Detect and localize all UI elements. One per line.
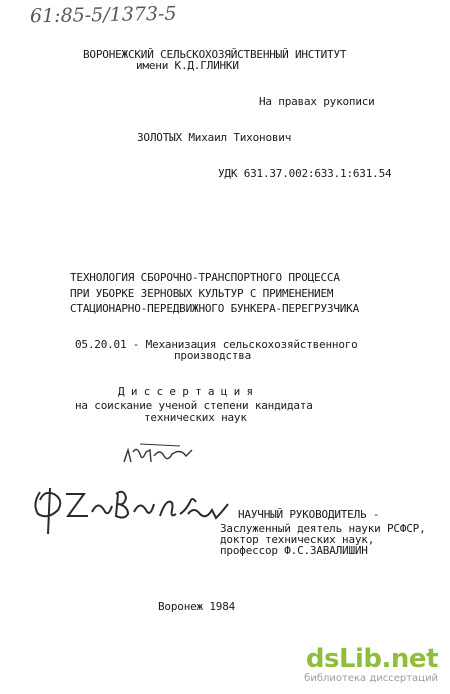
site-logo[interactable] [304,646,438,684]
archive-stamp: 61:85-5/1373-5 [29,2,177,28]
logo-brand-tld: .net [381,644,438,674]
dissertation-heading: Д и с с е р т а ц и я [118,385,253,398]
advisor-name: профессор Ф.С.ЗАВАЛИШИН [220,544,368,557]
author-name: ЗОЛОТЫХ Михаил Тихонович [137,131,292,144]
dissertation-field: технических наук [144,411,247,424]
advisor-title: Заслуженный деятель науки РСФСР, [220,522,426,535]
specialty-line-2: производства [174,349,252,362]
dissertation-degree: на соискание ученой степени кандидата [75,399,313,412]
title-line-1: ТЕХНОЛОГИЯ СБОРОЧНО-ТРАНСПОРТНОГО ПРОЦЕССА [70,271,340,284]
rights-note: На правах рукописи [259,95,375,108]
place-year: Воронеж 1984 [158,600,236,613]
advisor-heading: НАУЧНЫЙ РУКОВОДИТЕЛЬ - [238,508,380,521]
advisor-degree: доктор технических наук, [220,533,375,546]
specialty-line-1: 05.20.01 - Механизация сельскохозяйственного [75,338,358,351]
handwritten-signature [28,474,240,542]
logo-brand-main: dsLib [305,644,382,674]
logo-caption: библиотека диссертаций [304,673,438,684]
initials-signature [120,440,200,470]
institution-line-1: ВОРОНЕЖСКИЙ СЕЛЬСКОХОЗЯЙСТВЕННЫЙ ИНСТИТУТ [83,48,347,61]
udk-code: УДК 631.37.002:633.1:631.54 [218,167,392,180]
title-line-2: ПРИ УБОРКЕ ЗЕРНОВЫХ КУЛЬТУР С ПРИМЕНЕНИЕМ [70,287,334,300]
title-line-3: СТАЦИОНАРНО-ПЕРЕДВИЖНОГО БУНКЕРА-ПЕРЕГРУЗЧИКА [70,302,360,315]
institution-line-2: имени К.Д.ГЛИНКИ [136,59,239,72]
